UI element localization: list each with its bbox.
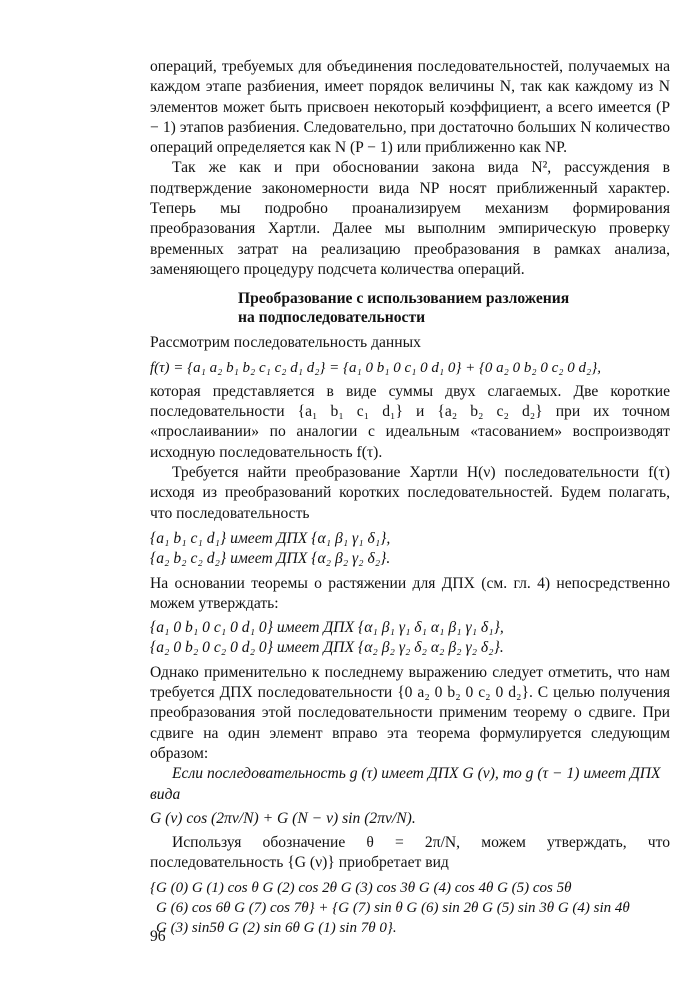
equation-5 — [150, 878, 670, 939]
page-number: 96 — [150, 928, 166, 945]
paragraph-7: Используя обозначение θ = 2π/N, можем утверждать, что последовательность {G (ν)} приобретает вид — [150, 834, 670, 872]
paragraph-6: Однако применительно к последнему выражению следует отметить, что нам требуется ДПХ последовательности {0 a₂ 0 b₂ 0 c₂ 0 d₂}. С целью получения преобразования этой последовательности применим теорему о сдвиге. При сдвиге на один элемент вправо эта теорема формулируется следующим образом: — [150, 663, 670, 762]
equation-3b: {a₂ 0 b₂ 0 c₂ 0 d₂ 0} имеет ДПХ {α₂ β₂ γ₂ δ₂ α₂ β₂ γ₂ δ₂}. — [150, 639, 504, 657]
equation-5b: G (6) cos 6θ G (7) cos 7θ} + {G (7) sin θ G (6) sin 2θ G (5) sin 3θ G (4) sin 4θ — [156, 899, 630, 916]
equation-1: f(τ) = {a₁ a₂ b₁ b₂ c₁ c₂ d₁ d₂} = {a₁ 0 b₁ 0 c₁ 0 d₁ 0} + {0 a₂ 0 b₂ 0 c₂ 0 d₂}, — [150, 359, 601, 376]
paragraph-3: которая представляется в виде суммы двух слагаемых. Две короткие последовательности {a₁ b₁ c₁ d₁} и {a₂ b₂ c₂ d₂} при их точном «прослаивании» по аналогии с идеальным «тасованием» воспроизводят исходную последовательность f(τ). — [150, 382, 670, 461]
paragraph-1: операций, требуемых для объединения последовательностей, получаемых на каждом этапе разбиения, имеет порядок величины N, так как каждому из N элементов может быть присвоен некоторый коэффициент, а всего имеется (P − 1) этапов разбиения. Следовательно, при достаточно больших N количество операций определяется как N (P − 1) или приближенно как NP. — [150, 58, 670, 157]
consider-text: Рассмотрим последовательность данных — [150, 334, 421, 352]
equation-2b: {a₂ b₂ c₂ d₂} имеет ДПХ {α₂ β₂ γ₂ δ₂}. — [150, 550, 391, 568]
equation-2a: {a₁ b₁ c₁ d₁} имеет ДПХ {α₁ β₁ γ₁ δ₁}, — [150, 529, 391, 547]
equation-2 — [150, 529, 670, 570]
equation-5a: {G (0) G (1) cos θ G (2) cos 2θ G (3) cos 3θ G (4) cos 4θ G (5) cos 5θ — [150, 879, 572, 896]
equation-4: G (ν) cos (2πν/N) + G (N − ν) sin (2πν/N). — [150, 809, 416, 827]
section-heading-line-1: Преобразование с использованием разложения — [238, 290, 570, 308]
equation-3 — [150, 618, 670, 659]
page-content — [150, 57, 670, 943]
section-heading — [238, 289, 670, 327]
equation-3a: {a₁ 0 b₁ 0 c₁ 0 d₁ 0} имеет ДПХ {α₁ β₁ γ₁ δ₁ α₁ β₁ γ₁ δ₁}, — [150, 619, 504, 637]
paragraph-2: Так же как и при обосновании закона вида N², рассуждения в подтверждение закономерности вида NP носят приближенный характер. Теперь мы подробно проанализируем механизм формирования преобразования Хартли. Далее мы выполним эмпирическую проверку временных затрат на реализацию преобразования в рамках анализа, заменяющего процедуру подсчета количества операций. — [150, 159, 670, 278]
paragraph-4: Требуется найти преобразование Хартли H(ν) последовательности f(τ) исходя из преобразований коротких последовательностей. Будем полагать, что последовательность — [150, 464, 670, 522]
section-heading-line-2: на подпоследовательности — [238, 309, 426, 327]
shift-theorem: Если последовательность g (τ) имеет ДПХ G (ν), то g (τ − 1) имеет ДПХ вида — [150, 765, 661, 803]
equation-5c: G (3) sin5θ G (2) sin 6θ G (1) sin 7θ 0}. — [156, 920, 397, 937]
paragraph-5: На основании теоремы о растяжении для ДПХ (см. гл. 4) непосредственно можем утверждать: — [150, 574, 670, 612]
